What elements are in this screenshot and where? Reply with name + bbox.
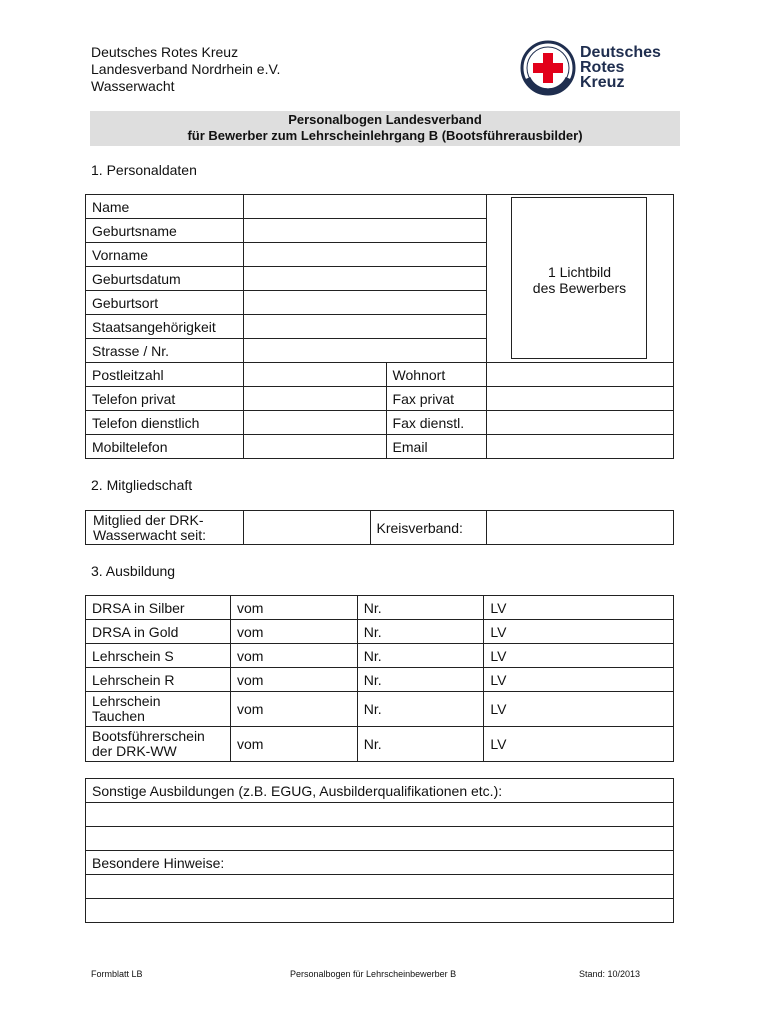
label-fax-privat: Fax privat bbox=[386, 387, 487, 411]
membership-table bbox=[85, 510, 674, 545]
title-line-1: Personalbogen Landesverband bbox=[288, 112, 482, 127]
training-label: Lehrschein Tauchen bbox=[86, 692, 231, 727]
input-name[interactable] bbox=[243, 195, 487, 219]
input-postleitzahl[interactable] bbox=[243, 363, 386, 387]
training-nr[interactable]: Nr. bbox=[357, 620, 484, 644]
label-telefon-dienstlich: Telefon dienstlich bbox=[86, 411, 244, 435]
label-geburtsdatum: Geburtsdatum bbox=[86, 267, 244, 291]
label-geburtsort: Geburtsort bbox=[86, 291, 244, 315]
training-lv[interactable]: LV bbox=[484, 668, 674, 692]
training-nr[interactable]: Nr. bbox=[357, 727, 484, 762]
training-label: Lehrschein R bbox=[86, 668, 231, 692]
input-geburtsdatum[interactable] bbox=[243, 267, 487, 291]
training-label: Lehrschein S bbox=[86, 644, 231, 668]
training-label: DRSA in Silber bbox=[86, 596, 231, 620]
training-vom[interactable]: vom bbox=[230, 668, 357, 692]
training-vom[interactable]: vom bbox=[230, 727, 357, 762]
input-hinweise-2[interactable] bbox=[86, 899, 674, 923]
logo-word-1: Deutsches bbox=[580, 44, 661, 61]
training-label: DRSA in Gold bbox=[86, 620, 231, 644]
input-telefon-dienstlich[interactable] bbox=[243, 411, 386, 435]
org-name: Deutsches Rotes Kreuz bbox=[91, 44, 239, 60]
input-kreisverband[interactable] bbox=[487, 511, 674, 545]
label-wohnort: Wohnort bbox=[386, 363, 487, 387]
section-heading-mitgliedschaft: 2. Mitgliedschaft bbox=[91, 477, 193, 493]
label-strasse: Strasse / Nr. bbox=[86, 339, 244, 363]
training-nr[interactable]: Nr. bbox=[357, 644, 484, 668]
document-title bbox=[90, 111, 680, 146]
input-staatsangehoerigkeit[interactable] bbox=[243, 315, 487, 339]
input-mitglied-seit[interactable] bbox=[243, 511, 370, 545]
input-geburtsort[interactable] bbox=[243, 291, 487, 315]
input-telefon-privat[interactable] bbox=[243, 387, 386, 411]
label-postleitzahl: Postleitzahl bbox=[86, 363, 244, 387]
photo-label-line-2: des Bewerbers bbox=[532, 280, 627, 296]
training-lv[interactable]: LV bbox=[484, 692, 674, 727]
label-mitglied-seit: Mitglied der DRK-Wasserwacht seit: bbox=[86, 511, 244, 545]
training-table bbox=[85, 595, 674, 762]
training-vom[interactable]: vom bbox=[230, 692, 357, 727]
input-wohnort[interactable] bbox=[487, 363, 674, 387]
label-sonstige-ausbildungen: Sonstige Ausbildungen (z.B. EGUG, Ausbilderqualifikationen etc.): bbox=[86, 779, 674, 803]
drk-logo bbox=[520, 40, 680, 96]
label-telefon-privat: Telefon privat bbox=[86, 387, 244, 411]
label-staatsangehoerigkeit: Staatsangehörigkeit bbox=[86, 315, 244, 339]
input-fax-dienstlich[interactable] bbox=[487, 411, 674, 435]
input-fax-privat[interactable] bbox=[487, 387, 674, 411]
label-vorname: Vorname bbox=[86, 243, 244, 267]
remarks-table bbox=[85, 778, 674, 923]
training-nr[interactable]: Nr. bbox=[357, 596, 484, 620]
input-vorname[interactable] bbox=[243, 243, 487, 267]
red-cross-emblem-icon bbox=[520, 40, 576, 96]
org-region: Landesverband Nordrhein e.V. bbox=[91, 61, 281, 77]
photo-label-line-1: 1 Lichtbild bbox=[547, 264, 611, 280]
training-vom[interactable]: vom bbox=[230, 620, 357, 644]
section-heading-ausbildung: 3. Ausbildung bbox=[91, 563, 176, 579]
label-besondere-hinweise: Besondere Hinweise: bbox=[86, 851, 674, 875]
label-email: Email bbox=[386, 435, 487, 459]
photo-cell bbox=[487, 195, 674, 363]
photo-box[interactable] bbox=[511, 197, 647, 359]
input-mobiltelefon[interactable] bbox=[243, 435, 386, 459]
personal-data-table bbox=[85, 194, 674, 459]
training-lv[interactable]: LV bbox=[484, 644, 674, 668]
input-sonstige-2[interactable] bbox=[86, 827, 674, 851]
training-nr[interactable]: Nr. bbox=[357, 668, 484, 692]
input-geburtsname[interactable] bbox=[243, 219, 487, 243]
input-hinweise-1[interactable] bbox=[86, 875, 674, 899]
training-lv[interactable]: LV bbox=[484, 727, 674, 762]
footer-document-name: Personalbogen für Lehrscheinbewerber B bbox=[290, 969, 457, 979]
training-lv[interactable]: LV bbox=[484, 620, 674, 644]
training-vom[interactable]: vom bbox=[230, 596, 357, 620]
label-mobiltelefon: Mobiltelefon bbox=[86, 435, 244, 459]
training-label: Bootsführerschein der DRK-WW bbox=[86, 727, 231, 762]
label-geburtsname: Geburtsname bbox=[86, 219, 244, 243]
label-kreisverband: Kreisverband: bbox=[370, 511, 487, 545]
training-lv[interactable]: LV bbox=[484, 596, 674, 620]
footer-form-id: Formblatt LB bbox=[91, 969, 143, 979]
label-fax-dienstlich: Fax dienstl. bbox=[386, 411, 487, 435]
input-sonstige-1[interactable] bbox=[86, 803, 674, 827]
footer-version: Stand: 10/2013 bbox=[579, 969, 641, 979]
input-email[interactable] bbox=[487, 435, 674, 459]
logo-word-2: Rotes bbox=[580, 59, 625, 76]
title-line-2: für Bewerber zum Lehrscheinlehrgang B (Bootsführerausbilder) bbox=[187, 128, 583, 143]
label-name: Name bbox=[86, 195, 244, 219]
logo-word-3: Kreuz bbox=[580, 74, 625, 91]
training-nr[interactable]: Nr. bbox=[357, 692, 484, 727]
input-strasse[interactable] bbox=[243, 339, 487, 363]
training-vom[interactable]: vom bbox=[230, 644, 357, 668]
section-heading-personaldaten: 1. Personaldaten bbox=[91, 162, 197, 178]
org-division: Wasserwacht bbox=[91, 78, 175, 94]
